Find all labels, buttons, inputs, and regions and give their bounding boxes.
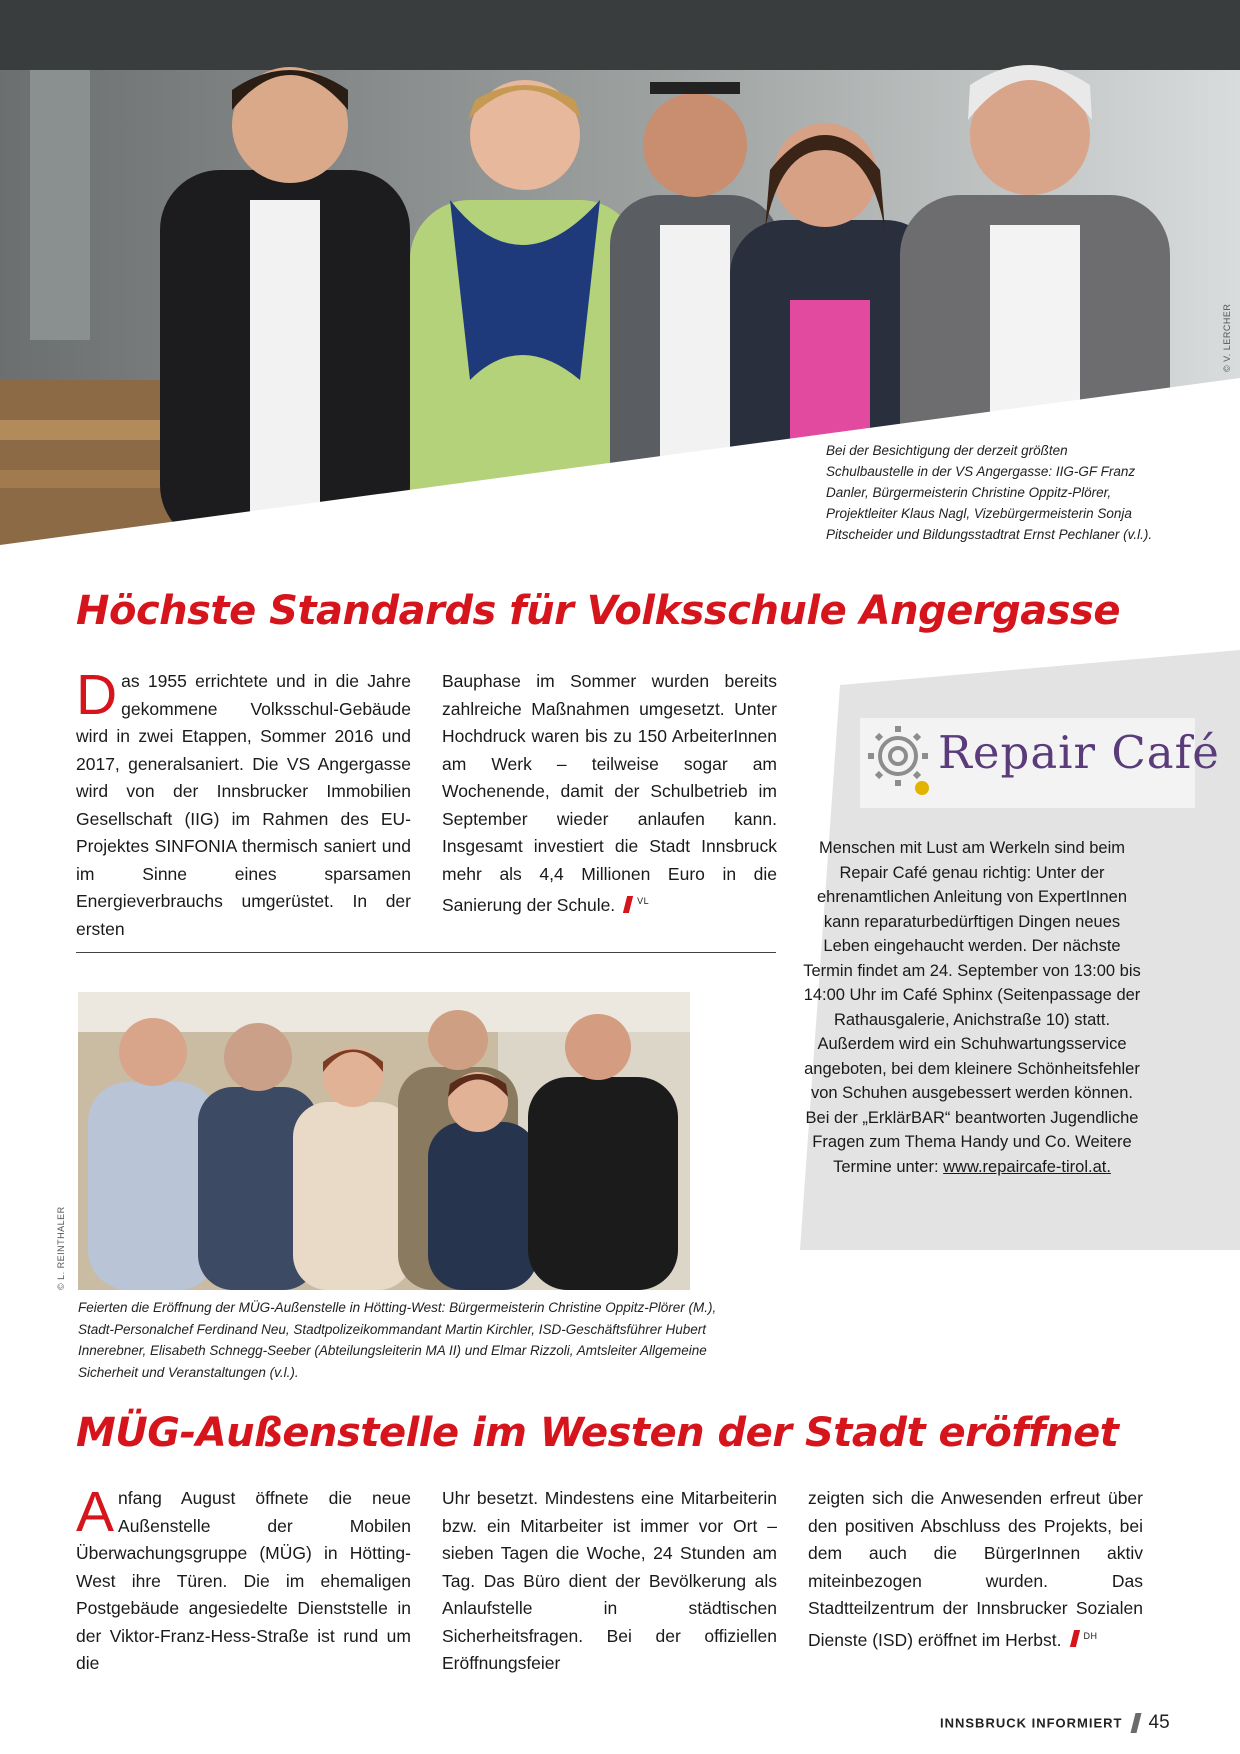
article-column: [76, 1480, 411, 1678]
repair-cafe-text: [800, 836, 1144, 1179]
page-footer: [940, 1712, 1170, 1734]
photo-caption: Feierten die Eröffnung der MÜG-Außenstelle in Hötting-West: Bürgermeisterin Christine Oppitz-Plörer (M.), Stadt-Personalchef Ferdinand Neu, Stadtpolizeikommandant Martin Kirchler, ISD-Geschäftsführer Hubert Innerebner, Elisabeth Schnegg-Seeber (Abteilungsleiterin MA II) und Elmar Rizzoli, Amtsleiter Allgemeine Sicherheit und Veranstaltungen (v.l.).: [78, 1300, 717, 1380]
publication-name: INNSBRUCK INFORMIERT: [940, 1715, 1123, 1731]
gear-icon: [860, 718, 938, 808]
article-text: nfang August öffnete die neue Außenstelle der Mobilen Überwachungsgruppe (MÜG) in Hötting-West ihre Türen. Die im ehemaligen Postgebäude angesiedelte Dienststelle in der Viktor-Franz-Hess-Straße ist rund um die: [76, 1488, 411, 1673]
article-headline: Höchste Standards für Volksschule Angergasse: [76, 588, 1120, 634]
end-mark-icon: [1069, 1630, 1079, 1647]
repair-cafe-link[interactable]: www.repaircafe-tirol.at.: [943, 1157, 1111, 1176]
repair-cafe-logo: [860, 718, 1220, 808]
photo-caption: Bei der Besichtigung der derzeit größten Schulbaustelle in der VS Angergasse: IIG-GF Franz Danler, Bürgermeisterin Christine Oppitz-Plörer, Projektleiter Klaus Nagl, Vizebürgermeisterin Sonja Pitscheider und Bildungsstadtrat Ernst Pechlaner (v.l.).: [826, 443, 1153, 542]
divider: [76, 952, 776, 953]
article-column: [76, 663, 411, 943]
article-column: [442, 1485, 777, 1678]
author-initials: DH: [1083, 1630, 1098, 1641]
article-text: zeigten sich die Anwesenden erfreut über den positiven Abschluss des Projekts, bei dem auch die BürgerInnen aktiv miteinbezogen wurden. Das Stadtteilzentrum der Innsbrucker Sozialen Dienste (ISD) eröffnet im Herbst.: [808, 1488, 1143, 1650]
article-column: [808, 1485, 1143, 1654]
group-photo-illustration: [78, 992, 690, 1290]
article-text: Bauphase im Sommer wurden bereits zahlreiche Maßnahmen umgesetzt. Unter Hochdruck waren bis zu 150 ArbeiterInnen am Werk – teilweise sogar am Wochenende, damit der Schulbetrieb im September wieder anlaufen kann. Insgesamt investiert die Stadt Innsbruck mehr als 4,4 Millionen Euro in die Sanierung der Schule.: [442, 671, 777, 915]
article-column: [442, 668, 777, 919]
drop-cap: D: [76, 663, 118, 727]
photo-credit: © V. LERCHER: [1222, 303, 1232, 372]
repair-cafe-body: Menschen mit Lust am Werkeln sind beim Repair Café genau richtig: Unter der ehrenamtlichen Anleitung von ExpertInnen kann reparaturbedürftigen Dingen neues Leben eingehaucht werden. Der nächste Termin findet am 24. September von 13:00 bis 14:00 Uhr im Café Sphinx (Seitenpassage der Rathausgalerie, Anichstraße 10) statt. Außerdem wird ein Schuhwartungsservice angeboten, bei dem kleinere Schönheitsfehler von Schuhen ausgebessert werden können. Bei der „ErklärBAR“ beantworten Jugendliche Fragen zum Thema Handy und Co. Weitere Termine unter:: [803, 839, 1141, 1176]
footer-divider-icon: [1130, 1713, 1141, 1733]
page-number: 45: [1148, 1712, 1170, 1733]
drop-cap: A: [76, 1480, 115, 1544]
author-initials: VL: [637, 896, 650, 906]
article-headline: MÜG-Außenstelle im Westen der Stadt eröffnet: [76, 1410, 1119, 1456]
group-photo-opening: [78, 992, 690, 1290]
end-mark-icon: [623, 896, 633, 913]
article-text: as 1955 errichtete und in die Jahre gekommene Volksschul-Gebäude wird in zwei Etappen, Sommer 2016 und 2017, generalsaniert. Die VS Angergasse wird von der Innsbrucker Immobilien Gesellschaft (IIG) im Rahmen des EU-Projektes SINFONIA thermisch saniert und im Sinne eines sparsamen Energieverbrauchs umgerüstet. In der ersten: [76, 671, 411, 939]
repair-cafe-logo-text: Repair Café: [938, 726, 1220, 779]
photo-credit: © L. REINTHALER: [56, 1206, 66, 1290]
article-text: Uhr besetzt. Mindestens eine Mitarbeiterin bzw. ein Mitarbeiter ist immer vor Ort – sieben Tagen die Woche, 24 Stunden am Tag. Das Büro dient der Bevölkerung als Anlaufstelle in städtischen Sicherheitsfragen. Bei der offiziellen Eröffnungsfeier: [442, 1488, 777, 1673]
